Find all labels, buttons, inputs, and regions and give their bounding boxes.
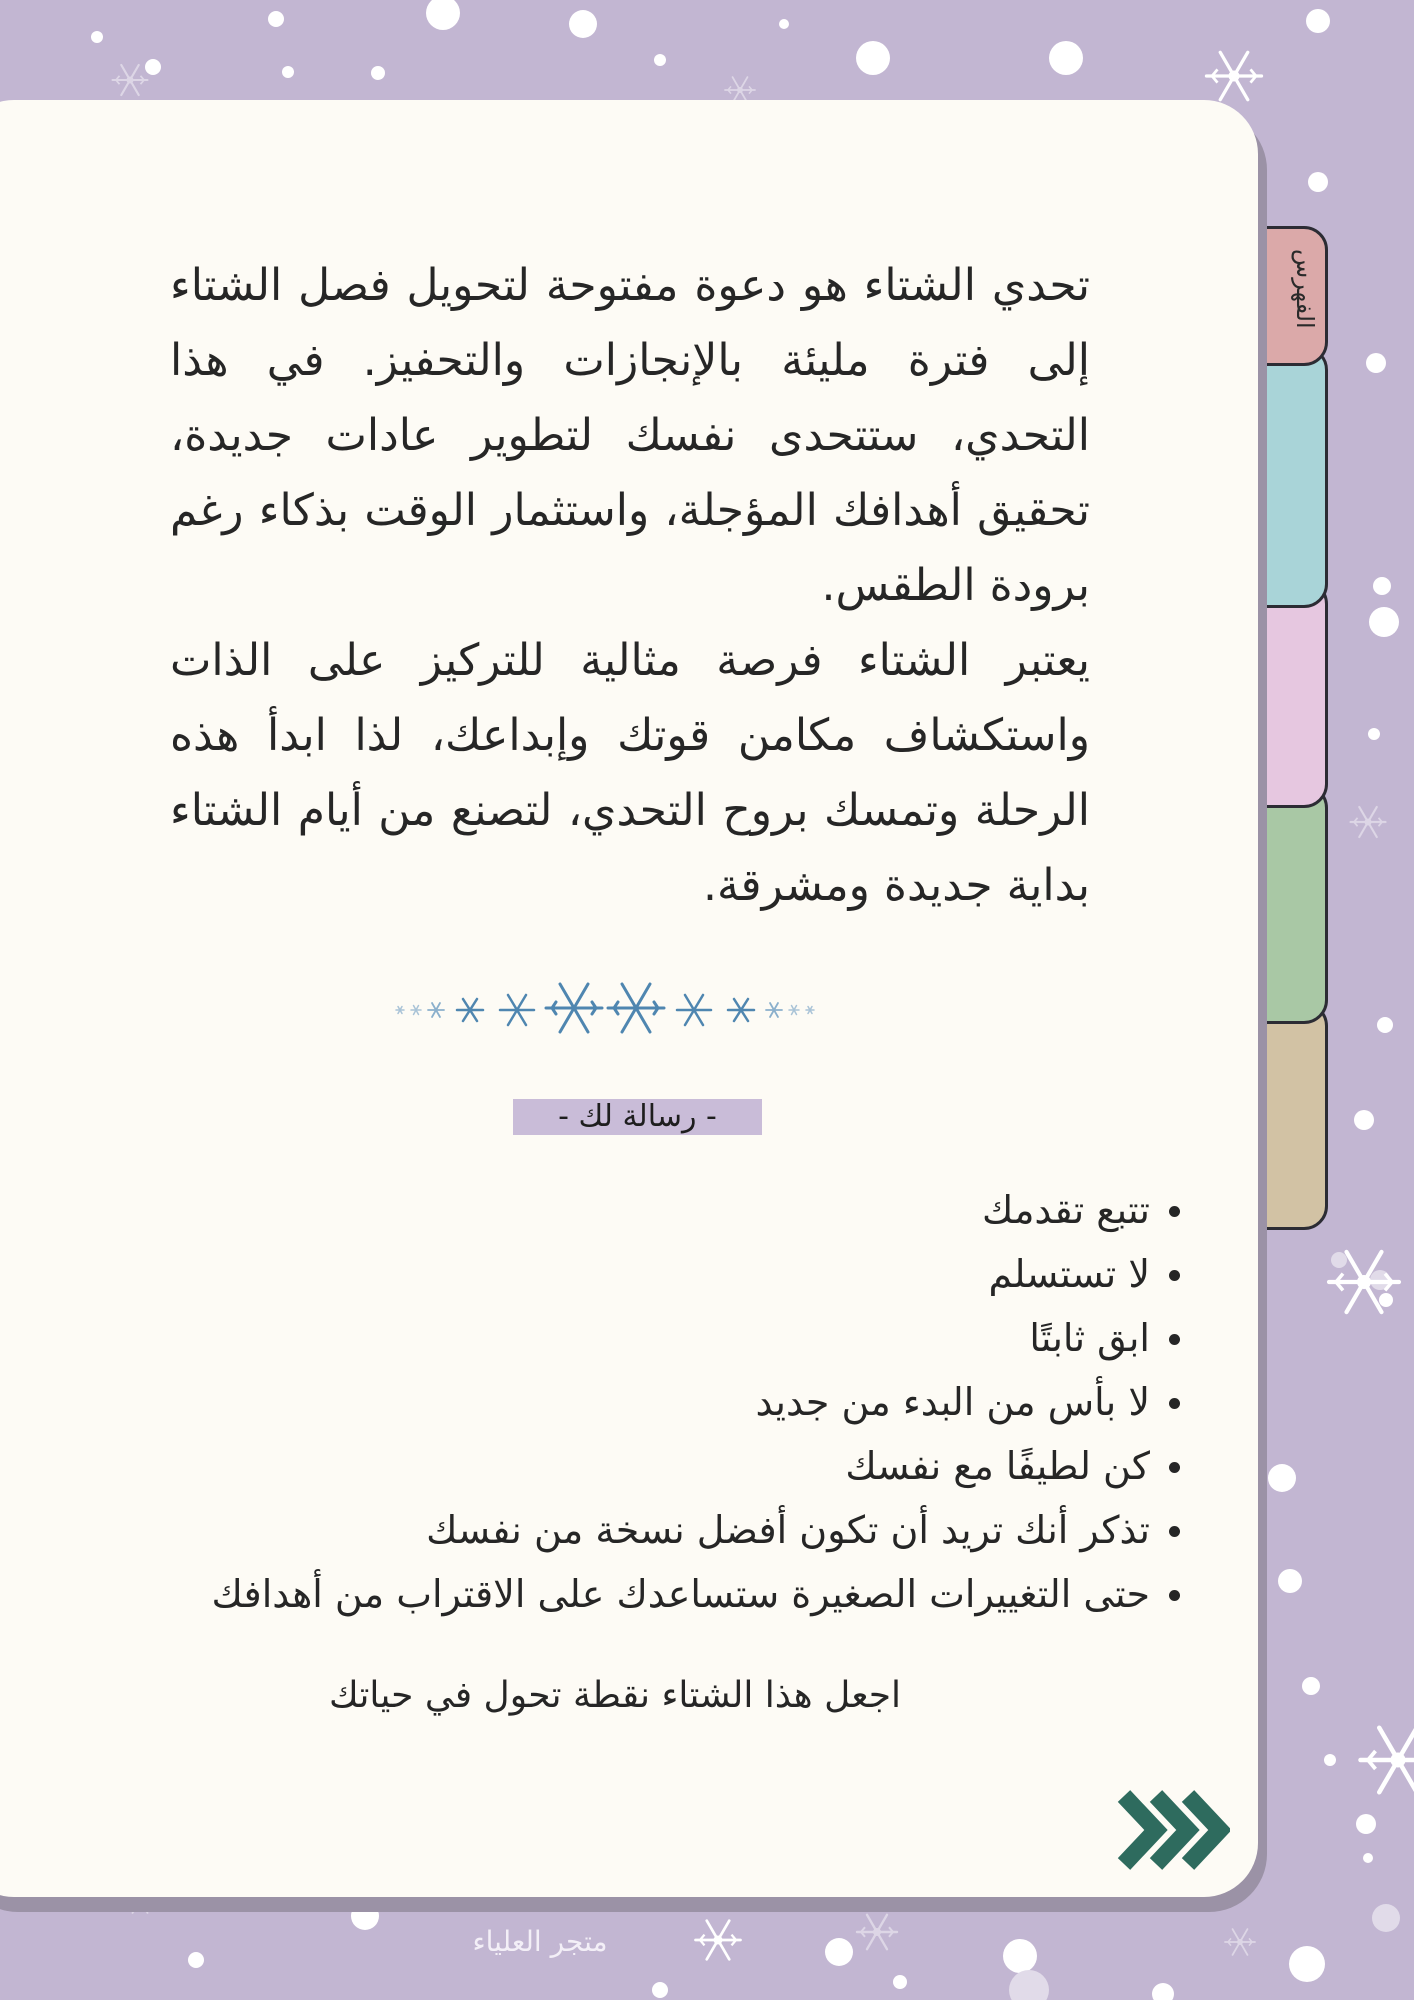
triple-chevron-left-icon: [1124, 1796, 1220, 1864]
list-item: حتى التغييرات الصغيرة ستساعدك على الاقتراب من أهدافك: [60, 1562, 1150, 1626]
intro-paragraph-2: يعتبر الشتاء فرصة مثالية للتركيز على الذات واستكشاف مكامن قوتك وإبداعك، لذا ابدأ هذه الرحلة وتمسك بروح التحدي، لتصنع من أيام الشتاء بداية جديدة ومشرقة.: [170, 635, 1090, 911]
list-item: ابق ثابتًا: [60, 1306, 1150, 1370]
tips-list: [60, 1178, 1186, 1626]
snowflake-divider-icon: [380, 974, 830, 1044]
intro-text: [170, 248, 1090, 923]
next-page-button[interactable]: [1112, 1788, 1230, 1872]
list-item: كن لطيفًا مع نفسك: [60, 1434, 1150, 1498]
intro-paragraph-1: تحدي الشتاء هو دعوة مفتوحة لتحويل فصل الشتاء إلى فترة مليئة بالإنجازات والتحفيز. في هذا التحدي، ستتحدى نفسك لتطوير عادات جديدة، تحقيق أهدافك المؤجلة، واستثمار الوقت بذكاء رغم برودة الطقس.: [170, 260, 1090, 611]
list-item: تتبع تقدمك: [60, 1178, 1150, 1242]
list-item: لا بأس من البدء من جديد: [60, 1370, 1150, 1434]
list-item: تذكر أنك تريد أن تكون أفضل نسخة من نفسك: [60, 1498, 1150, 1562]
closing-text: اجعل هذا الشتاء نقطة تحول في حياتك: [328, 1675, 901, 1716]
list-item: لا تستسلم: [60, 1242, 1150, 1306]
footer-brand: متجر العلياء: [472, 1925, 608, 1958]
tab-index-label: الفهرس: [1291, 249, 1319, 329]
message-label: - رسالة لك -: [513, 1099, 762, 1135]
